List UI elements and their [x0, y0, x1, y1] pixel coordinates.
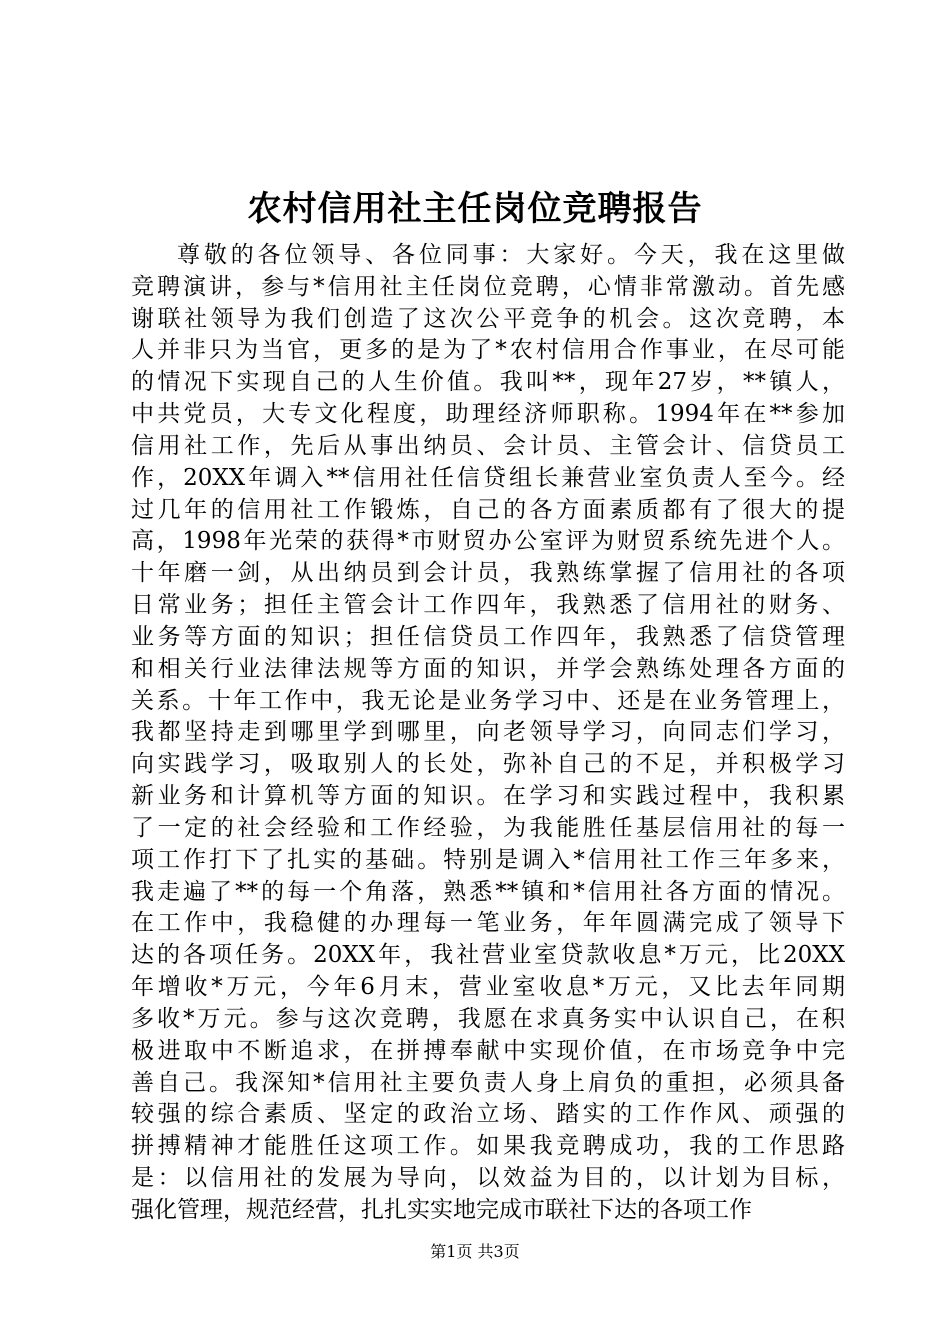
body-line: 尊敬的各位领导、各位同事：大家好。今天，我在这里做 [177, 242, 845, 268]
document-title: 农村信用社主任岗位竞聘报告 [247, 189, 703, 229]
document-body [131, 240, 845, 1227]
body-line: 了一定的社会经验和工作经验，为我能胜任基层信用社的每一 [131, 814, 845, 841]
body-line: 拼搏精神才能胜任这项工作。如果我竞聘成功，我的工作思路 [131, 1133, 845, 1160]
body-line: 强化管理，规范经营，扎扎实实地完成市联社下达的各项工作 [131, 1196, 752, 1223]
body-line: 在工作中，我稳健的办理每一笔业务，年年圆满完成了领导下 [131, 910, 845, 937]
body-line: 多收*万元。参与这次竞聘，我愿在求真务实中认识自己，在积 [131, 1005, 845, 1032]
body-line: 是：以信用社的发展为导向，以效益为目的，以计划为目标， [131, 1165, 845, 1192]
body-line: 过几年的信用社工作锻炼，自己的各方面素质都有了很大的提 [131, 496, 845, 523]
body-line: 我都坚持走到哪里学到哪里，向老领导学习，向同志们学习， [131, 719, 845, 746]
body-line: 关系。十年工作中，我无论是业务学习中、还是在业务管理上， [131, 687, 845, 714]
body-line: 善自己。我深知*信用社主要负责人身上肩负的重担，必须具备 [131, 1069, 845, 1096]
body-line: 十年磨一剑，从出纳员到会计员，我熟练掌握了信用社的各项 [131, 560, 845, 587]
body-line: 的情况下实现自己的人生价值。我叫**，现年27岁，**镇人， [131, 369, 845, 396]
body-line: 业务等方面的知识；担任信贷员工作四年，我熟悉了信贷管理 [131, 623, 845, 650]
body-line: 和相关行业法律法规等方面的知识，并学会熟练处理各方面的 [131, 655, 845, 682]
body-line: 新业务和计算机等方面的知识。在学习和实践过程中，我积累 [131, 783, 845, 810]
body-line: 日常业务；担任主管会计工作四年，我熟悉了信用社的财务、 [131, 592, 845, 619]
body-line: 年增收*万元，今年6月末，营业室收息*万元，又比去年同期 [131, 974, 845, 1001]
body-line: 作，20XX年调入**信用社任信贷组长兼营业室负责人至今。经 [131, 464, 845, 491]
body-line: 达的各项任务。20XX年，我社营业室贷款收息*万元，比20XX [131, 942, 845, 969]
body-line: 我走遍了**的每一个角落，熟悉**镇和*信用社各方面的情况。 [131, 878, 845, 905]
body-line: 向实践学习，吸取别人的长处，弥补自己的不足，并积极学习 [131, 751, 845, 778]
body-line: 人并非只为当官，更多的是为了*农村信用合作事业，在尽可能 [131, 337, 845, 364]
body-line: 竞聘演讲，参与*信用社主任岗位竞聘，心情非常激动。首先感 [131, 273, 845, 300]
body-line: 极进取中不断追求，在拼搏奉献中实现价值，在市场竞争中完 [131, 1037, 845, 1064]
body-line: 中共党员，大专文化程度，助理经济师职称。1994年在**参加 [131, 401, 845, 428]
body-line: 高，1998年光荣的获得*市财贸办公室评为财贸系统先进个人。 [131, 528, 845, 555]
body-line: 项工作打下了扎实的基础。特别是调入*信用社工作三年多来， [131, 846, 845, 873]
body-line: 信用社工作，先后从事出纳员、会计员、主管会计、信贷员工 [131, 432, 845, 459]
body-line: 谢联社领导为我们创造了这次公平竞争的机会。这次竞聘，本 [131, 305, 845, 332]
body-line: 较强的综合素质、坚定的政治立场、踏实的工作作风、顽强的 [131, 1101, 845, 1128]
page-number-footer: 第1页 共3页 [430, 1242, 520, 1261]
